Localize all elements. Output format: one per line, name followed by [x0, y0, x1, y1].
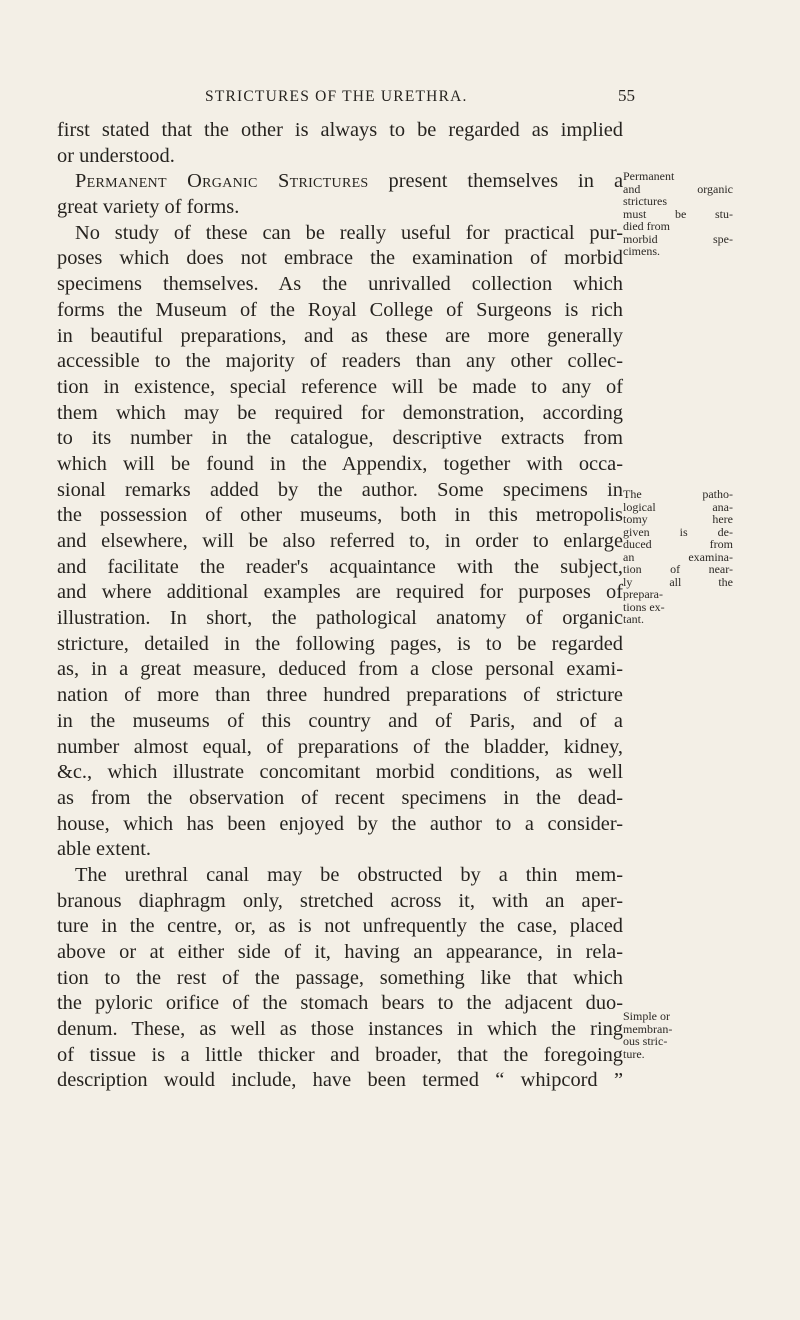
text-line: No study of these can be really useful for practical pur- — [75, 221, 623, 244]
sidenote-line: died from — [623, 219, 670, 233]
sidenote-line: tions ex- — [623, 599, 665, 614]
sidenote-pathological-anatomy — [623, 488, 733, 626]
running-head-title: STRICTURES OF THE URETHRA. — [205, 88, 468, 105]
text-line: tion in existence, special reference will be made to any of — [57, 375, 623, 398]
text-line: nation of more than three hundred preparations of stricture — [57, 684, 623, 707]
text-line: branous diaphragm only, stretched across it, with an aper- — [57, 889, 623, 912]
text-line: poses which does not embrace the examination of morbid — [57, 247, 623, 270]
sidenote-line: tion of near- — [623, 562, 733, 576]
sidenote-line: tomy here — [623, 512, 733, 526]
text-line: or understood. — [57, 144, 175, 167]
text-line: in the museums of this country and of Paris, and of a — [57, 709, 623, 732]
sidenote-line: cimens. — [623, 244, 660, 258]
text-line: to its number in the catalogue, descriptive extracts from — [57, 427, 623, 450]
text-line: specimens themselves. As the unrivalled collection which — [57, 273, 623, 296]
text-line: &c., which illustrate concomitant morbid conditions, as well — [57, 761, 623, 784]
sidenote-line: ly all the — [623, 574, 733, 589]
sidenote-line: and organic — [623, 181, 733, 196]
sidenote-line: must be stu- — [623, 206, 733, 221]
sidenote-simple-stricture — [623, 1010, 733, 1060]
text-line: in beautiful preparations, and as these are more generally — [57, 324, 623, 347]
sidenote-line: strictures — [623, 194, 667, 208]
text-line-heading — [57, 169, 623, 195]
text-line: denum. These, as well as those instances in which the ring — [57, 1018, 623, 1041]
text-line: which will be found in the Appendix, together with occa- — [57, 452, 623, 475]
text-line: them which may be required for demonstration, according — [57, 401, 623, 424]
sidenote-line: ture. — [623, 1046, 645, 1061]
text-line: forms the Museum of the Royal College of Surgeons is rich — [57, 298, 623, 321]
sidenote-line: The patho- — [623, 487, 733, 501]
text-line: the pyloric orifice of the stomach bears to the adjacent duo- — [57, 992, 623, 1015]
section-lead-rest: present themselves in a — [368, 170, 623, 193]
sidenote-line: an examina- — [623, 549, 733, 564]
text-line: great variety of forms. — [57, 196, 240, 219]
text-line: ture in the centre, or, as is not unfrequently the case, placed — [57, 915, 623, 938]
text-line: house, which has been enjoyed by the author to a consider- — [57, 812, 623, 835]
sidenote-line: given is de- — [623, 524, 733, 539]
running-header — [0, 88, 800, 110]
text-line: stricture, detailed in the following pages, is to be regarded — [57, 632, 623, 655]
text-line: and elsewhere, will be also referred to, in order to enlarge — [57, 530, 623, 552]
text-line: sional remarks added by the author. Some specimens in — [57, 478, 623, 501]
text-line: as, in a great measure, deduced from a close personal exami- — [57, 658, 623, 681]
body-text — [57, 118, 623, 1094]
text-line: of tissue is a little thicker and broader, that the foregoing — [57, 1043, 623, 1066]
sidenote-line: Permanent — [623, 169, 675, 183]
text-line: and where additional examples are required for purposes of — [57, 581, 623, 604]
text-line: description would include, have been termed “ whipcord ” — [57, 1069, 623, 1092]
sidenote-line: tant. — [623, 612, 644, 626]
page-number: 55 — [618, 86, 635, 105]
sidenote-line: morbid spe- — [623, 231, 733, 246]
text-line: the possession of other museums, both in this metropolis — [57, 504, 623, 527]
sidenote-line: ous stric- — [623, 1034, 668, 1048]
sidenote-line: duced from — [623, 537, 733, 551]
text-line: above or at either side of it, having an appearance, in rela- — [57, 941, 623, 963]
sidenote-line: logical ana- — [623, 499, 733, 514]
text-line: number almost equal, of preparations of the bladder, kidney, — [57, 735, 623, 758]
text-line: and facilitate the reader's acquaintance with the subject, — [57, 555, 623, 578]
sidenote-line: prepara- — [623, 587, 663, 601]
sidenote-line: membran- — [623, 1021, 673, 1036]
text-line: tion to the rest of the passage, something like that which — [57, 966, 623, 989]
text-line: accessible to the majority of readers than any other collec- — [57, 350, 623, 373]
text-line: as from the observation of recent specimens in the dead- — [57, 786, 623, 809]
sidenote-permanent-strictures — [623, 170, 733, 258]
text-line: able extent. — [57, 838, 151, 861]
section-lead-smallcaps: Permanent Organic Strictures — [75, 170, 369, 193]
text-line: illustration. In short, the pathological anatomy of organic — [57, 607, 623, 630]
text-line: The urethral canal may be obstructed by a thin mem- — [75, 863, 623, 886]
sidenote-line: Simple or — [623, 1009, 670, 1023]
text-line: first stated that the other is always to be regarded as implied — [57, 119, 623, 141]
